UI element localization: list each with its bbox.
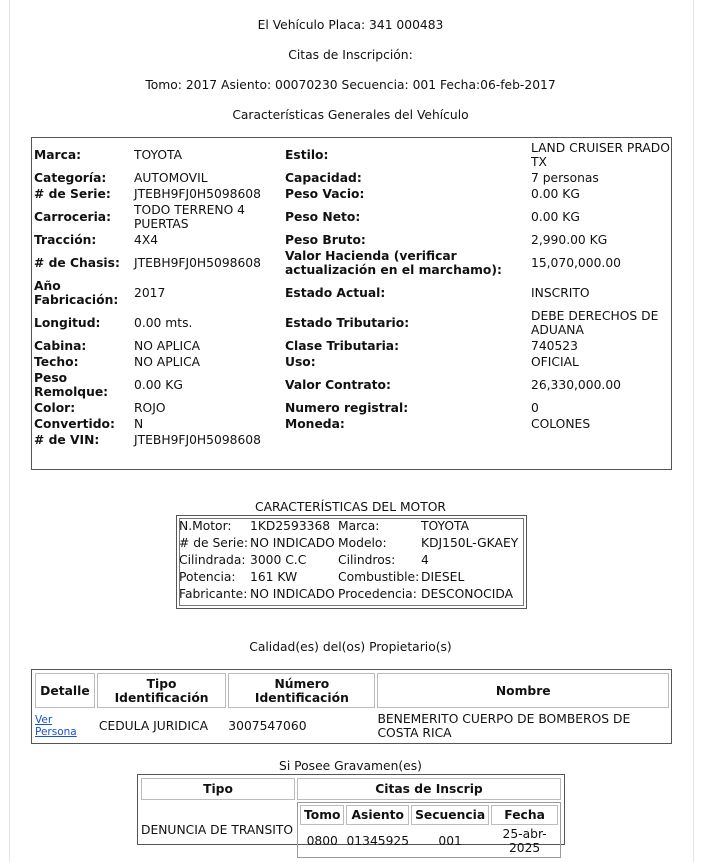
field-value: 15,070,000.00 (531, 256, 621, 270)
field-label: Capacidad: (285, 171, 362, 185)
field-value: NO APLICA (134, 355, 201, 369)
field-value: TOYOTA (134, 148, 183, 162)
field-label: Categoría: (34, 171, 107, 185)
liens-header-tipo: Tipo (141, 778, 295, 800)
field-value: 3000 C.C (250, 553, 307, 567)
page-frame-right (693, 0, 694, 862)
owners-table (33, 671, 671, 743)
motor-field-row (179, 586, 521, 603)
field-value: 2017 (134, 286, 166, 300)
field-label: # de VIN: (34, 433, 100, 447)
vehicle-characteristics-box (31, 137, 672, 470)
field-label: Valor Contrato: (285, 378, 391, 392)
field-value: DIESEL (421, 570, 465, 584)
field-value: JTEBH9FJ0H5098608 (134, 187, 261, 201)
field-value (531, 432, 671, 448)
motor-box (176, 515, 527, 609)
lien-secuencia: 001 (438, 834, 462, 848)
field-value: 0.00 KG (134, 378, 183, 392)
field-value: N (134, 417, 144, 431)
field-value: DEBE DERECHOS DE ADUANA (531, 309, 659, 337)
field-value: 0 (531, 401, 539, 415)
field-label: Procedencia: (338, 587, 417, 601)
motor-field-row (179, 535, 521, 552)
field-label: Cilindros: (338, 553, 396, 567)
field-value: 4X4 (134, 233, 159, 247)
field-label: Modelo: (338, 536, 387, 550)
liens-header-citas: Citas de Inscrip (297, 778, 561, 800)
motor-table (179, 518, 521, 603)
lien-fecha: 25-abr-2025 (502, 827, 547, 855)
motor-field-row (179, 552, 521, 569)
field-value: NO APLICA (134, 339, 201, 353)
vehicle-field-row (34, 140, 671, 170)
lien-header-asiento: Asiento (346, 805, 409, 825)
liens-box (137, 774, 565, 855)
field-value: 4 (421, 553, 429, 567)
vehicle-field-row (34, 232, 671, 248)
owners-header-nombre: Nombre (377, 673, 669, 708)
field-value: COLONES (531, 417, 591, 431)
owner-nombre: BENEMERITO CUERPO DE BOMBEROS DE COSTA RICA (377, 711, 631, 740)
field-value: ROJO (134, 401, 166, 415)
lien-citas-cell (297, 802, 561, 858)
field-value: 0.00 mts. (134, 316, 193, 330)
field-value: NO INDICADO (250, 536, 335, 550)
field-value: 161 KW (250, 570, 298, 584)
lien-header-secuencia: Secuencia (411, 805, 489, 825)
field-label: Color: (34, 401, 76, 415)
vehicle-field-row (34, 370, 671, 400)
field-label: Estado Actual: (285, 286, 386, 300)
field-value: TODO TERRENO 4 PUERTAS (134, 203, 245, 231)
field-label: Tracción: (34, 233, 97, 247)
owners-box (31, 669, 672, 744)
motor-field-row (179, 518, 521, 535)
field-value: 1KD2593368 (250, 519, 331, 533)
field-label: Moneda: (285, 417, 345, 431)
field-label: Cilindrada: (179, 553, 246, 567)
owner-tipo: CEDULA JURIDICA (98, 718, 209, 733)
field-label (285, 432, 531, 448)
lien-header-tomo: Tomo (300, 805, 344, 825)
field-label: Potencia: (179, 570, 236, 584)
field-label: Estado Tributario: (285, 316, 410, 330)
field-label: Combustible: (338, 570, 420, 584)
lien-asiento: 01345925 (346, 834, 410, 848)
field-label: # de Serie: (179, 536, 249, 550)
vehicle-characteristics-table (34, 140, 671, 448)
owner-row (35, 710, 669, 741)
field-label: Estilo: (285, 148, 329, 162)
field-value: 0.00 KG (531, 210, 580, 224)
page-frame-left (9, 0, 10, 862)
field-label: Peso Vacio: (285, 187, 365, 201)
field-label: N.Motor: (179, 519, 232, 533)
motor-title: CARACTERÍSTICAS DEL MOTOR (255, 500, 446, 514)
vehicle-field-row (34, 400, 671, 416)
lien-tomo: 0800 (306, 834, 338, 848)
vehicle-field-row (34, 308, 671, 338)
field-value: 26,330,000.00 (531, 378, 621, 392)
field-value: LAND CRUISER PRADO TX (531, 141, 670, 169)
field-label: Peso Bruto: (285, 233, 366, 247)
lien-row (141, 802, 561, 858)
field-label: Marca: (338, 519, 380, 533)
field-value: NO INDICADO (250, 587, 335, 601)
liens-title: Si Posee Gravamen(es) (279, 759, 422, 773)
owner-numero: 3007547060 (228, 718, 307, 733)
field-label: # de Serie: (34, 187, 111, 201)
field-label: Numero registral: (285, 401, 409, 415)
field-value: 7 personas (531, 171, 599, 185)
owners-title: Calidad(es) del(os) Propietario(s) (249, 640, 452, 654)
field-value: OFICIAL (531, 355, 579, 369)
citas-line: Tomo: 2017 Asiento: 00070230 Secuencia: 001 Fecha:06-feb-2017 (145, 78, 556, 92)
field-label: Clase Tributaria: (285, 339, 400, 353)
field-label: Valor Hacienda (verificar actualización en el marchamo): (285, 249, 502, 277)
field-value: DESCONOCIDA (421, 587, 514, 601)
field-value: TOYOTA (421, 519, 470, 533)
vehicle-field-row (34, 354, 671, 370)
vehicle-field-row (34, 202, 671, 232)
field-label: Cabina: (34, 339, 87, 353)
field-value: KDJ150L-GKAEY (421, 536, 519, 550)
plate-line: El Vehículo Placa: 341 000483 (257, 18, 444, 32)
lien-tipo: DENUNCIA DE TRANSITO (141, 823, 294, 837)
field-label: Techo: (34, 355, 79, 369)
field-label: Longitud: (34, 316, 101, 330)
liens-table (139, 776, 563, 860)
general-characteristics-title: Características Generales del Vehículo (232, 108, 469, 122)
field-label: Fabricante: (179, 587, 248, 601)
field-label: Carroceria: (34, 210, 112, 224)
field-label: Uso: (285, 355, 316, 369)
field-value: JTEBH9FJ0H5098608 (134, 256, 261, 270)
field-value: INSCRITO (531, 286, 590, 300)
vehicle-field-row (34, 170, 671, 186)
vehicle-field-row (34, 416, 671, 432)
field-label: Peso Neto: (285, 210, 361, 224)
field-label: Año Fabricación: (34, 279, 119, 307)
vehicle-field-row (34, 186, 671, 202)
ver-persona-link[interactable]: Ver Persona (35, 713, 77, 738)
owner-detail-cell (35, 710, 95, 741)
vehicle-field-row (34, 278, 671, 308)
owners-header-numero: Número Identificación (228, 673, 375, 708)
field-label: # de Chasis: (34, 256, 120, 270)
lien-citas-table (297, 802, 561, 858)
field-value: 740523 (531, 339, 578, 353)
owners-header-detalle: Detalle (35, 673, 95, 708)
field-label: Marca: (34, 148, 82, 162)
field-value: JTEBH9FJ0H5098608 (134, 433, 261, 447)
field-value: 0.00 KG (531, 187, 580, 201)
lien-citas-row (300, 827, 558, 855)
field-label: Convertido: (34, 417, 115, 431)
vehicle-field-row (34, 338, 671, 354)
vehicle-field-row (34, 432, 671, 448)
field-value: AUTOMOVIL (134, 171, 208, 185)
field-value: 2,990.00 KG (531, 233, 608, 247)
lien-header-fecha: Fecha (491, 805, 558, 825)
owners-header-tipo: Tipo Identificación (97, 673, 226, 708)
field-label: Peso Remolque: (34, 371, 109, 399)
vehicle-field-row (34, 248, 671, 278)
citas-title: Citas de Inscripción: (288, 48, 413, 62)
motor-field-row (179, 569, 521, 586)
